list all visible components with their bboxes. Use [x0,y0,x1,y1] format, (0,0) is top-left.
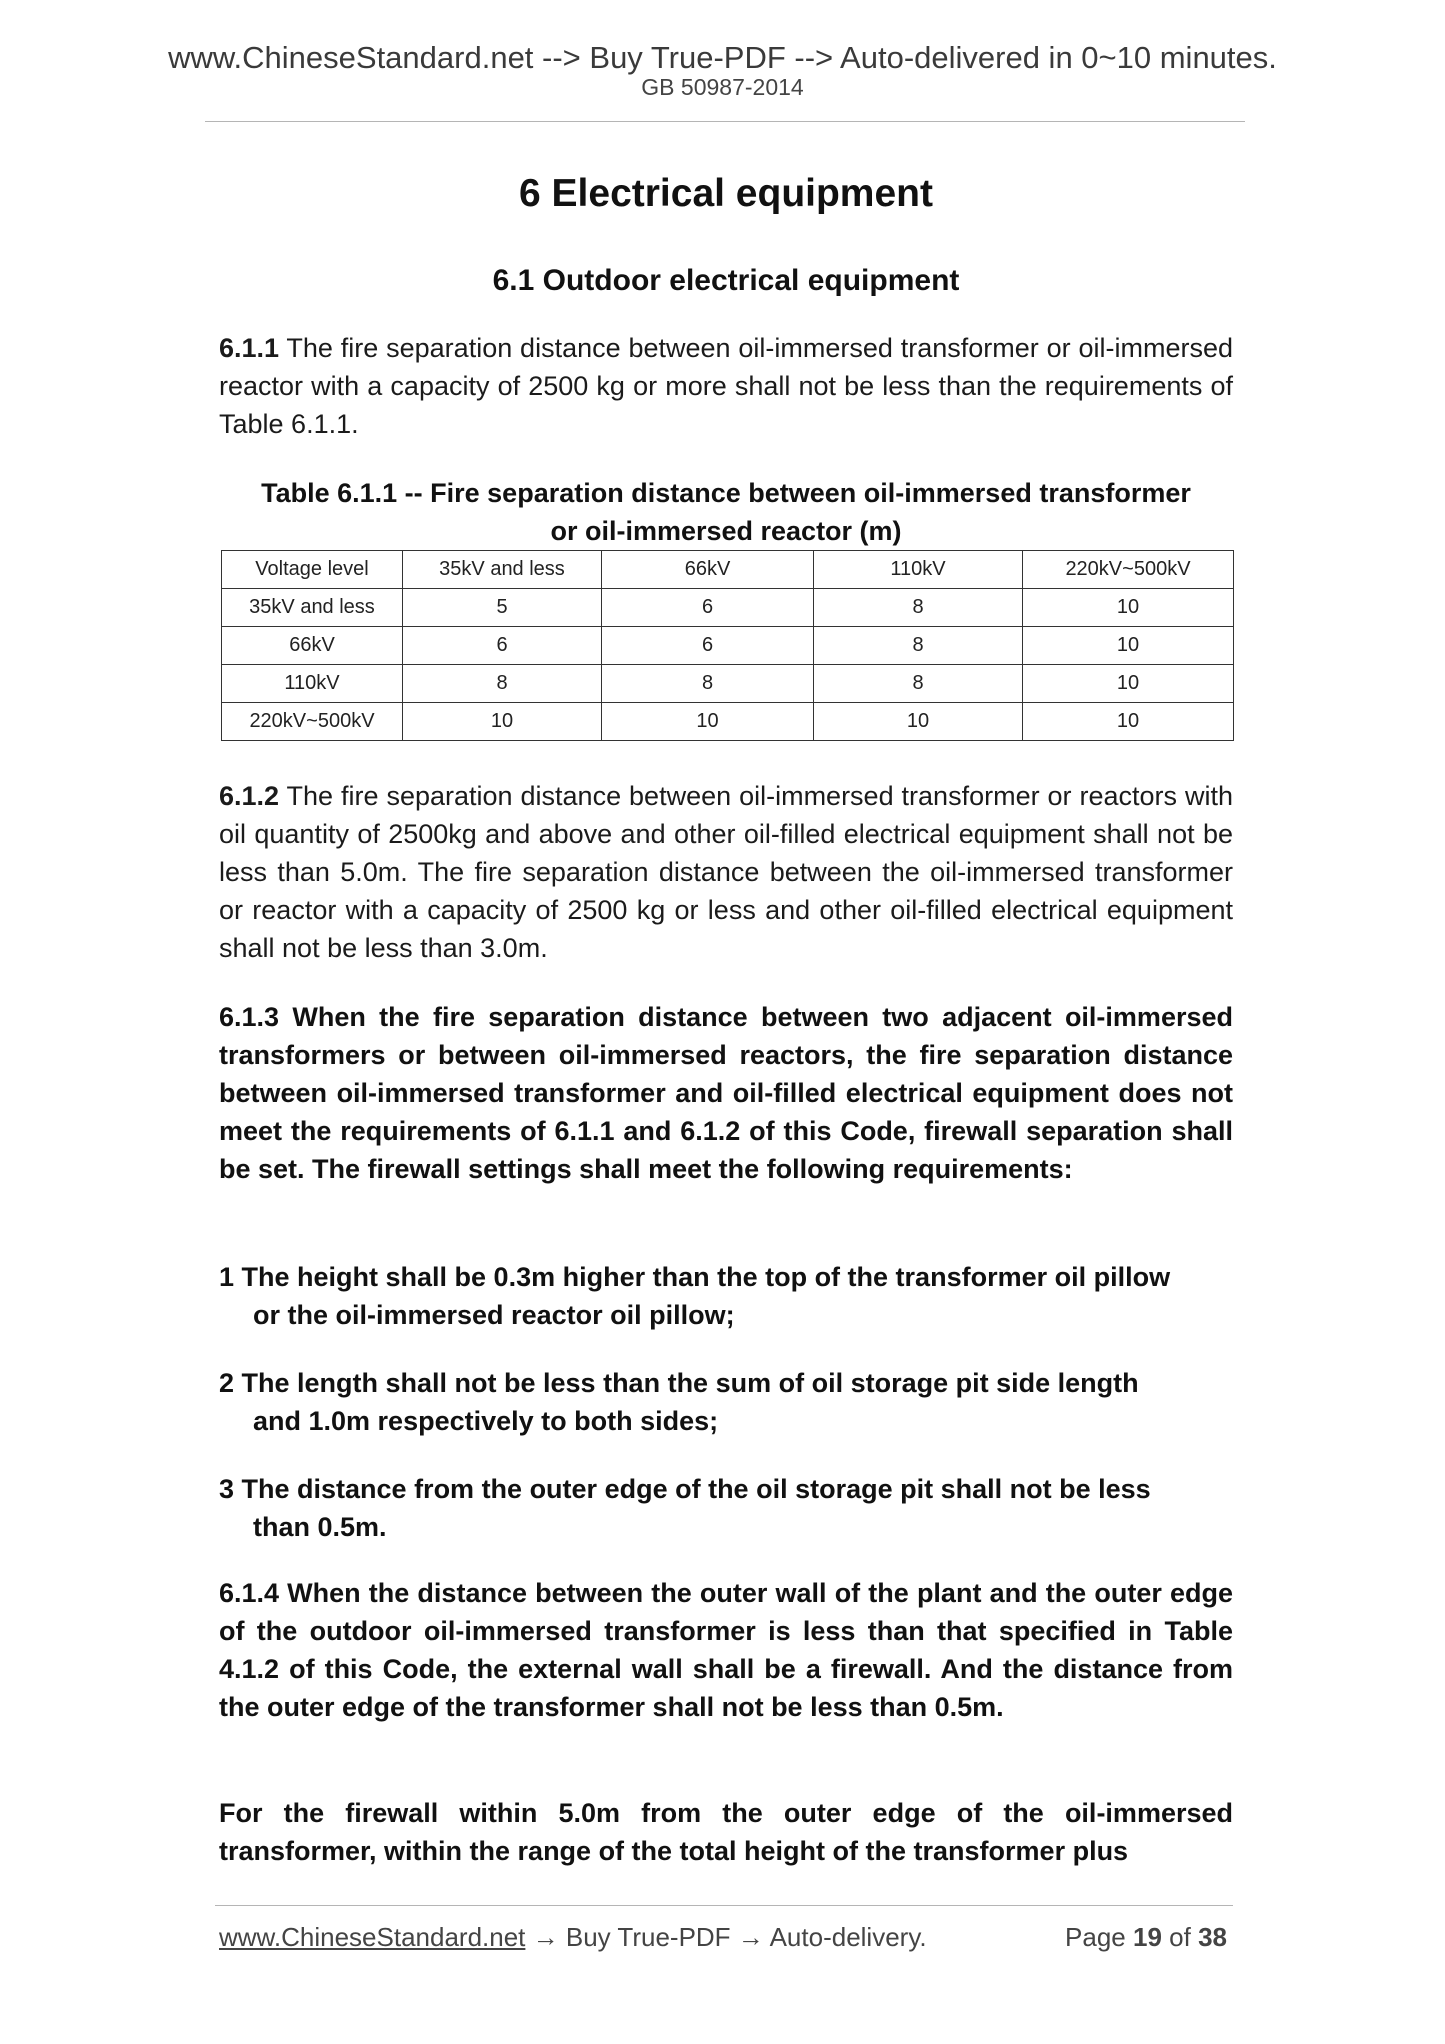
table-row [222,703,1234,741]
clause-text: The fire separation distance between oil-immersed transformer or oil-immersed reactor with a capacity of 2500 kg or more shall not be less than the requirements of Table 6.1.1. [219,333,1233,439]
table-cell: 8 [602,665,814,703]
table-title-line-1: Table 6.1.1 -- Fire separation distance between oil-immersed transformer [261,478,1191,508]
table-cell: 6 [602,627,814,665]
requirement-item-1 [219,1258,1233,1334]
table-cell: 110kV [222,665,403,703]
table-cell: 10 [1023,589,1234,627]
table-cell: 10 [403,703,602,741]
arrow-icon: → [730,1922,770,1952]
table-cell: 8 [403,665,602,703]
arrow-icon: → [525,1922,566,1952]
table-cell: 8 [814,627,1023,665]
table-cell: 10 [602,703,814,741]
total-pages: 38 [1198,1922,1227,1952]
page-label: Page [1065,1922,1126,1952]
header-banner: www.ChineseStandard.net --> Buy True-PDF --> Auto-delivered in 0~10 minutes. [168,40,1277,75]
clause-6-1-3: 6.1.3 When the fire separation distance between two adjacent oil-immersed transformers or between oil-immersed reactors, the fire separation distance between oil-immersed transformer and oil-filled electrical equipment does not meet the requirements of 6.1.1 and 6.1.2 of this Code, firewall separation shall be set. The firewall settings shall meet the following requirements: [219,1002,1233,1184]
table-header-cell: 110kV [814,551,1023,589]
clause-6-1-4-continued: For the firewall within 5.0m from the outer edge of the oil-immersed transformer, within the range of the total height of the transformer plus [219,1798,1233,1866]
requirement-item-3 [219,1470,1233,1546]
requirement-text: 1 The height shall be 0.3m higher than the top of the transformer oil pillow [219,1262,1171,1292]
requirement-text: 3 The distance from the outer edge of the oil storage pit shall not be less [219,1474,1151,1504]
table-header-cell: Voltage level [222,551,403,589]
clause-6-1-4: 6.1.4 When the distance between the outer wall of the plant and the outer edge of the outdoor oil-immersed transformer is less than that specified in Table 4.1.2 of this Code, the external wall shall be a firewall. And the distance from the outer edge of the transformer shall not be less than 0.5m. [219,1578,1233,1722]
table-cell: 10 [814,703,1023,741]
footer-buy-text: Buy True-PDF [565,1922,731,1952]
clause-text: The fire separation distance between oil-immersed transformer or reactors with oil quantity of 2500kg and above and other oil-filled electrical equipment shall not be less than 5.0m. The fire separation distance between the oil-immersed transformer or reactor with a capacity of 2500 kg or less and other oil-filled electrical equipment shall not be less than 3.0m. [219,781,1233,963]
section-title: 6 Electrical equipment [519,172,933,215]
table-cell: 10 [1023,665,1234,703]
table-cell: 35kV and less [222,589,403,627]
table-cell: 5 [403,589,602,627]
requirement-text: 2 The length shall not be less than the sum of oil storage pit side length [219,1368,1139,1398]
requirement-text-continued: than 0.5m. [253,1512,387,1542]
table-header-cell: 35kV and less [403,551,602,589]
table-cell: 8 [814,665,1023,703]
table-title-line-2: or oil-immersed reactor (m) [550,516,902,546]
table-cell: 10 [1023,703,1234,741]
table-row [222,627,1234,665]
fire-separation-table [221,550,1234,741]
header-divider [205,121,1245,122]
table-cell: 6 [602,589,814,627]
document-id: GB 50987-2014 [641,74,804,100]
footer-delivery-text: Auto-delivery. [769,1922,927,1952]
clause-number: 6.1.1 [219,333,280,363]
page-indicator [1065,1920,1227,1954]
table-header-cell: 220kV~500kV [1023,551,1234,589]
page-footer [219,1920,1233,1954]
requirement-text-continued: and 1.0m respectively to both sides; [253,1406,719,1436]
clause-6-1-1 [219,329,1233,443]
requirement-text-continued: or the oil-immersed reactor oil pillow; [253,1300,735,1330]
table-header-cell: 66kV [602,551,814,589]
table-row [222,589,1234,627]
page-number: 19 [1133,1922,1162,1952]
table-cell: 220kV~500kV [222,703,403,741]
table-cell: 10 [1023,627,1234,665]
table-title [219,474,1233,550]
table-cell: 6 [403,627,602,665]
requirement-item-2 [219,1364,1233,1440]
clause-number: 6.1.2 [219,781,280,811]
clause-6-1-2 [219,777,1233,967]
table-row [222,665,1234,703]
footer-site-link[interactable]: www.ChineseStandard.net [219,1922,526,1952]
subsection-title: 6.1 Outdoor electrical equipment [492,264,960,297]
table-cell: 66kV [222,627,403,665]
footer-divider [215,1905,1233,1906]
of-label: of [1169,1922,1191,1952]
table-cell: 8 [814,589,1023,627]
table-header-row [222,551,1234,589]
